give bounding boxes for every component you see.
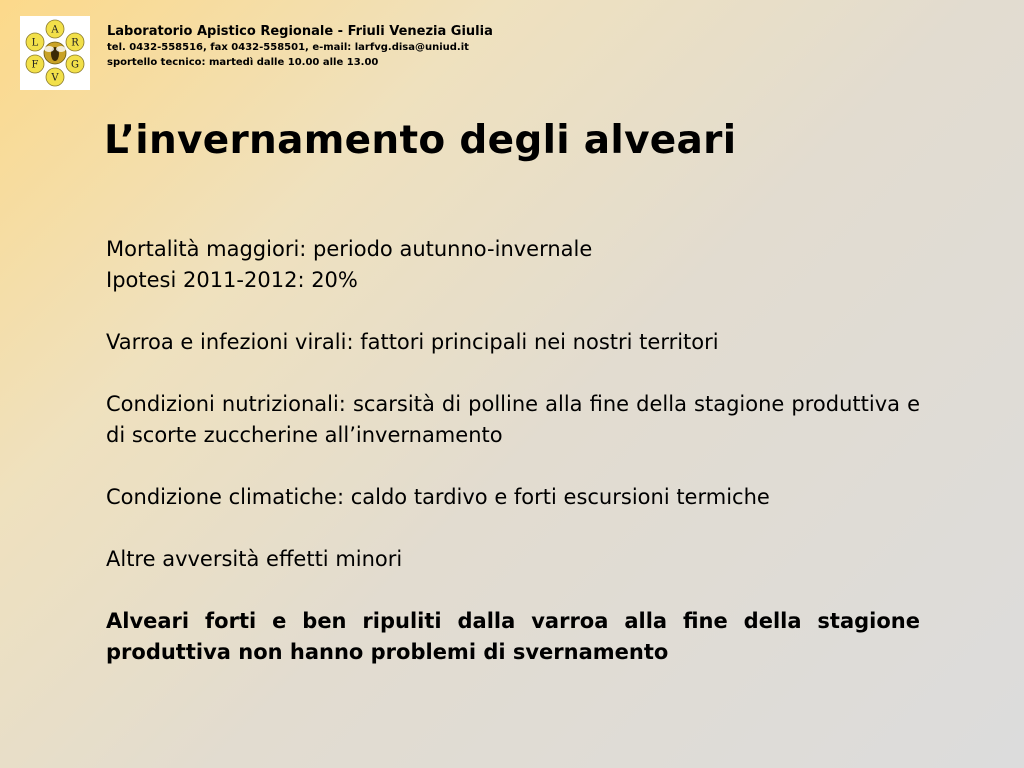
logo-letter: L [31,37,39,49]
logo-letter: A [51,24,59,36]
conclusion-paragraph: Alveari forti e ben ripuliti dalla varroa alla fine della stagione produttiva non hanno problemi di svernamento [106,609,920,664]
logo-letter: G [71,59,79,71]
slide-title: L’invernamento degli alveari [104,118,737,163]
logo-letter: R [71,37,79,49]
org-name: Laboratorio Apistico Regionale - Friuli Venezia Giulia [107,24,493,39]
mortality-line: Mortalità maggiori: periodo autunno-invernale [106,237,593,261]
nutrition-paragraph: Condizioni nutrizionali: scarsità di polline alla fine della stagione produttiva e di scorte zuccherine all’invernamento [106,392,920,447]
bee-wing-left-icon [44,46,54,52]
bee-wing-right-icon [56,46,66,52]
slide-body [106,234,920,668]
org-hours: sportello tecnico: martedì dalle 10.00 alle 13.00 [107,57,379,68]
hypothesis-line: Ipotesi 2011-2012: 20% [106,268,358,292]
logo-letter: V [51,72,59,84]
organization-header [107,24,493,70]
flower-logo-icon [20,16,90,90]
other-adversities-paragraph: Altre avversità effetti minori [106,547,403,571]
org-contact: tel. 0432-558516, fax 0432-558501, e-mail: larfvg.disa@uniud.it [107,42,469,53]
logo-letter: F [31,59,39,71]
climate-paragraph: Condizione climatiche: caldo tardivo e forti escursioni termiche [106,485,770,509]
varroa-paragraph: Varroa e infezioni virali: fattori principali nei nostri territori [106,330,719,354]
larfvg-logo [20,16,90,90]
